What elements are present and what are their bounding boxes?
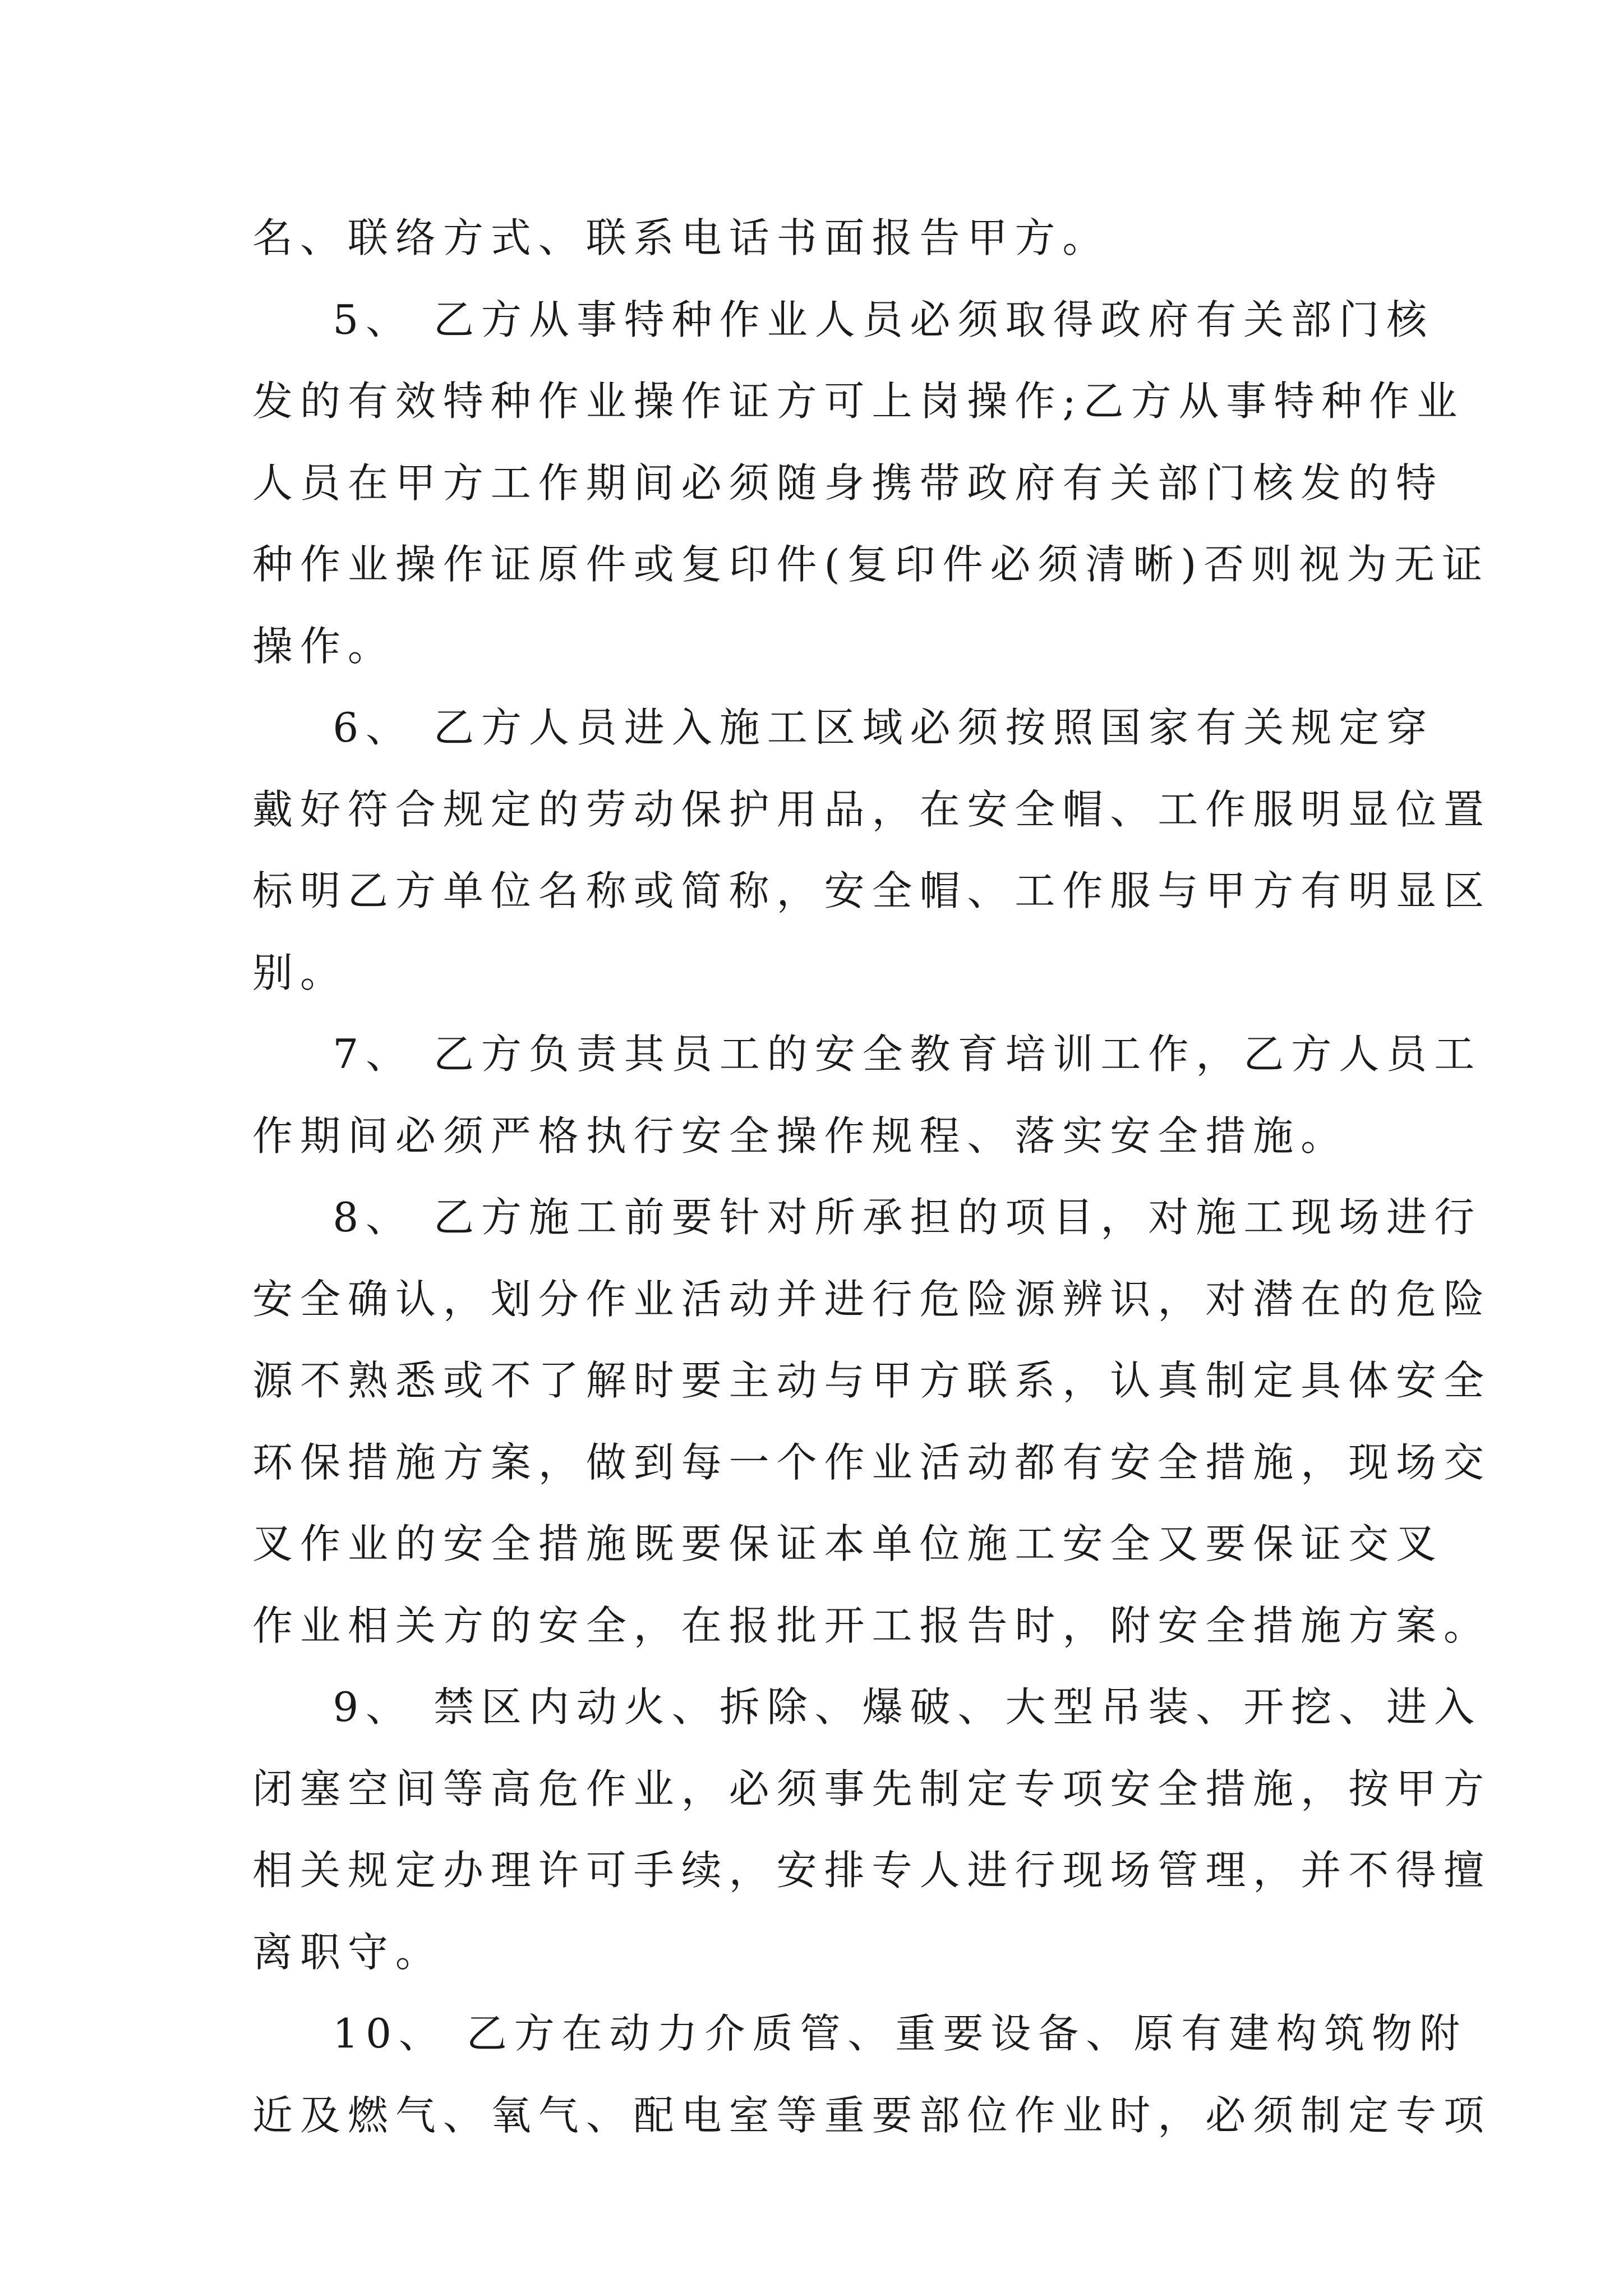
text-line: 作业相关方的安全，在报批开工报告时，附安全措施方案。: [252, 1602, 1491, 1649]
text-line: 戴好符合规定的劳动保护用品，在安全帽、工作服明显位置: [252, 785, 1491, 833]
text-line: 10、 乙方在动力介质管、重要设备、原有建构筑物附: [252, 2010, 1467, 2057]
text-line: 安全确认，划分作业活动并进行危险源辨识，对潜在的危险: [252, 1275, 1491, 1323]
text-line: 操作。: [252, 622, 395, 670]
text-line: 9、 禁区内动火、拆除、爆破、大型吊装、开挖、进入: [252, 1683, 1482, 1731]
text-line: 作期间必须严格执行安全操作规程、落实安全措施。: [252, 1112, 1349, 1159]
text-line: 发的有效特种作业操作证方可上岗操作;乙方从事特种作业: [252, 378, 1465, 425]
text-line: 人员在甲方工作期间必须随身携带政府有关部门核发的特: [252, 459, 1444, 507]
text-line: 标明乙方单位名称或简称，安全帽、工作服与甲方有明显区: [252, 867, 1491, 914]
text-line: 源不熟悉或不了解时要主动与甲方联系，认真制定具体安全: [252, 1357, 1491, 1404]
text-line: 离职守。: [252, 1928, 443, 1976]
text-line: 5、 乙方从事特种作业人员必须取得政府有关部门核: [252, 296, 1435, 343]
text-line: 6、 乙方人员进入施工区域必须按照国家有关规定穿: [252, 704, 1435, 751]
text-line: 相关规定办理许可手续，安排专人进行现场管理，并不得擅: [252, 1847, 1491, 1894]
text-line: 种作业操作证原件或复印件(复印件必须清晰)否则视为无证: [252, 541, 1490, 588]
text-line: 环保措施方案，做到每一个作业活动都有安全措施，现场交: [252, 1438, 1491, 1486]
text-line: 别。: [252, 949, 348, 996]
text-line: 闭塞空间等高危作业，必须事先制定专项安全措施，按甲方: [252, 1765, 1491, 1812]
text-line: 叉作业的安全措施既要保证本单位施工安全又要保证交叉: [252, 1520, 1444, 1567]
text-line: 7、 乙方负责其员工的安全教育培训工作，乙方人员工: [252, 1030, 1482, 1078]
document-body: [252, 197, 1491, 2156]
text-line: 近及燃气、氧气、配电室等重要部位作业时，必须制定专项: [252, 2091, 1491, 2139]
text-line: 8、 乙方施工前要针对所承担的项目，对施工现场进行: [252, 1194, 1482, 1241]
text-line: 名、联络方式、联系电话书面报告甲方。: [252, 214, 1110, 261]
